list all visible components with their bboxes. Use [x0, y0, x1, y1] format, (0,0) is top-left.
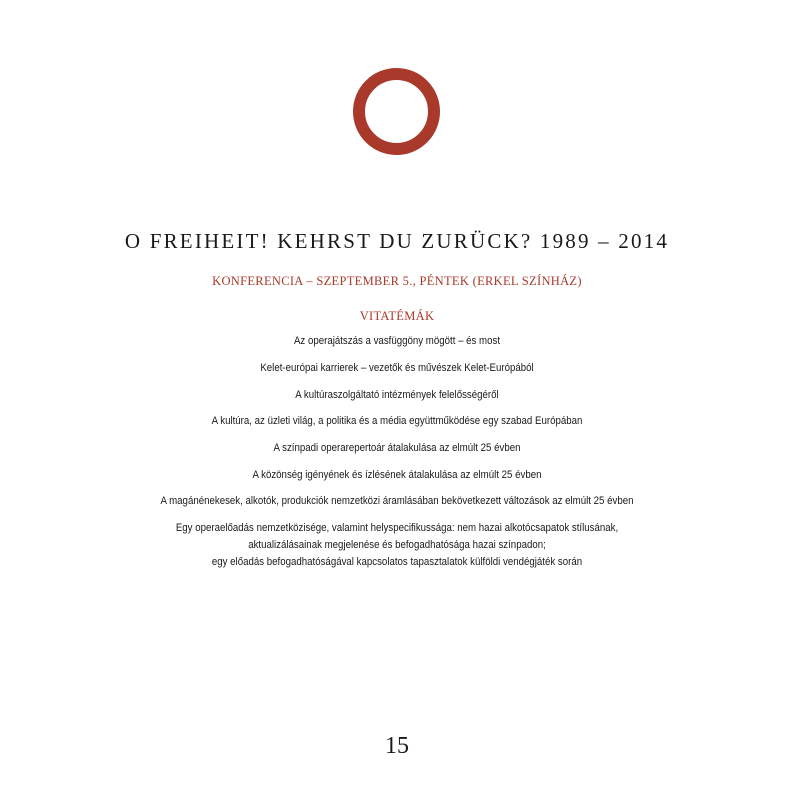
- topic-item: A színpadi operarepertoár átalakulása az elmúlt 25 évben: [273, 442, 521, 454]
- topic-item: Kelet-európai karrierek – vezetők és művészek Kelet-Európából: [260, 362, 534, 374]
- page-title: O FREIHEIT! KEHRST DU ZURÜCK? 1989 – 2014: [124, 229, 670, 253]
- circle-emblem-icon: [353, 68, 440, 155]
- topic-item: A magánénekesek, alkotók, produkciók nemzetközi áramlásában bekövetkezett változások az elmúlt 25 évben: [160, 495, 634, 507]
- conference-subtitle: KONFERENCIA – SZEPTEMBER 5., PÉNTEK (ERKEL SZÍNHÁZ): [212, 274, 582, 288]
- section-heading: VITATÉMÁK: [359, 309, 435, 323]
- topic-item: Az operajátszás a vasfüggöny mögött – és most: [293, 335, 501, 347]
- topic-line: Egy operaelőadás nemzetközisége, valamint helyspecifikussága: nem hazai alkotócsapatok stílusának,: [175, 522, 619, 534]
- page-number: 15: [385, 733, 409, 759]
- topic-line: egy előadás befogadhatóságával kapcsolatos tapasztalatok külföldi vendégjáték során: [211, 556, 583, 568]
- topic-item-multiline: [48, 520, 747, 571]
- topic-line: aktualizálásainak megjelenése és befogadhatósága hazai színpadon;: [248, 539, 546, 551]
- topic-item: A kultúra, az üzleti világ, a politika és a média együttműködése egy szabad Európában: [211, 415, 583, 427]
- topic-item: A kultúraszolgáltató intézmények felelősségéről: [295, 389, 499, 401]
- topic-item: A közönség igényének és ízlésének átalakulása az elmúlt 25 évben: [252, 469, 542, 481]
